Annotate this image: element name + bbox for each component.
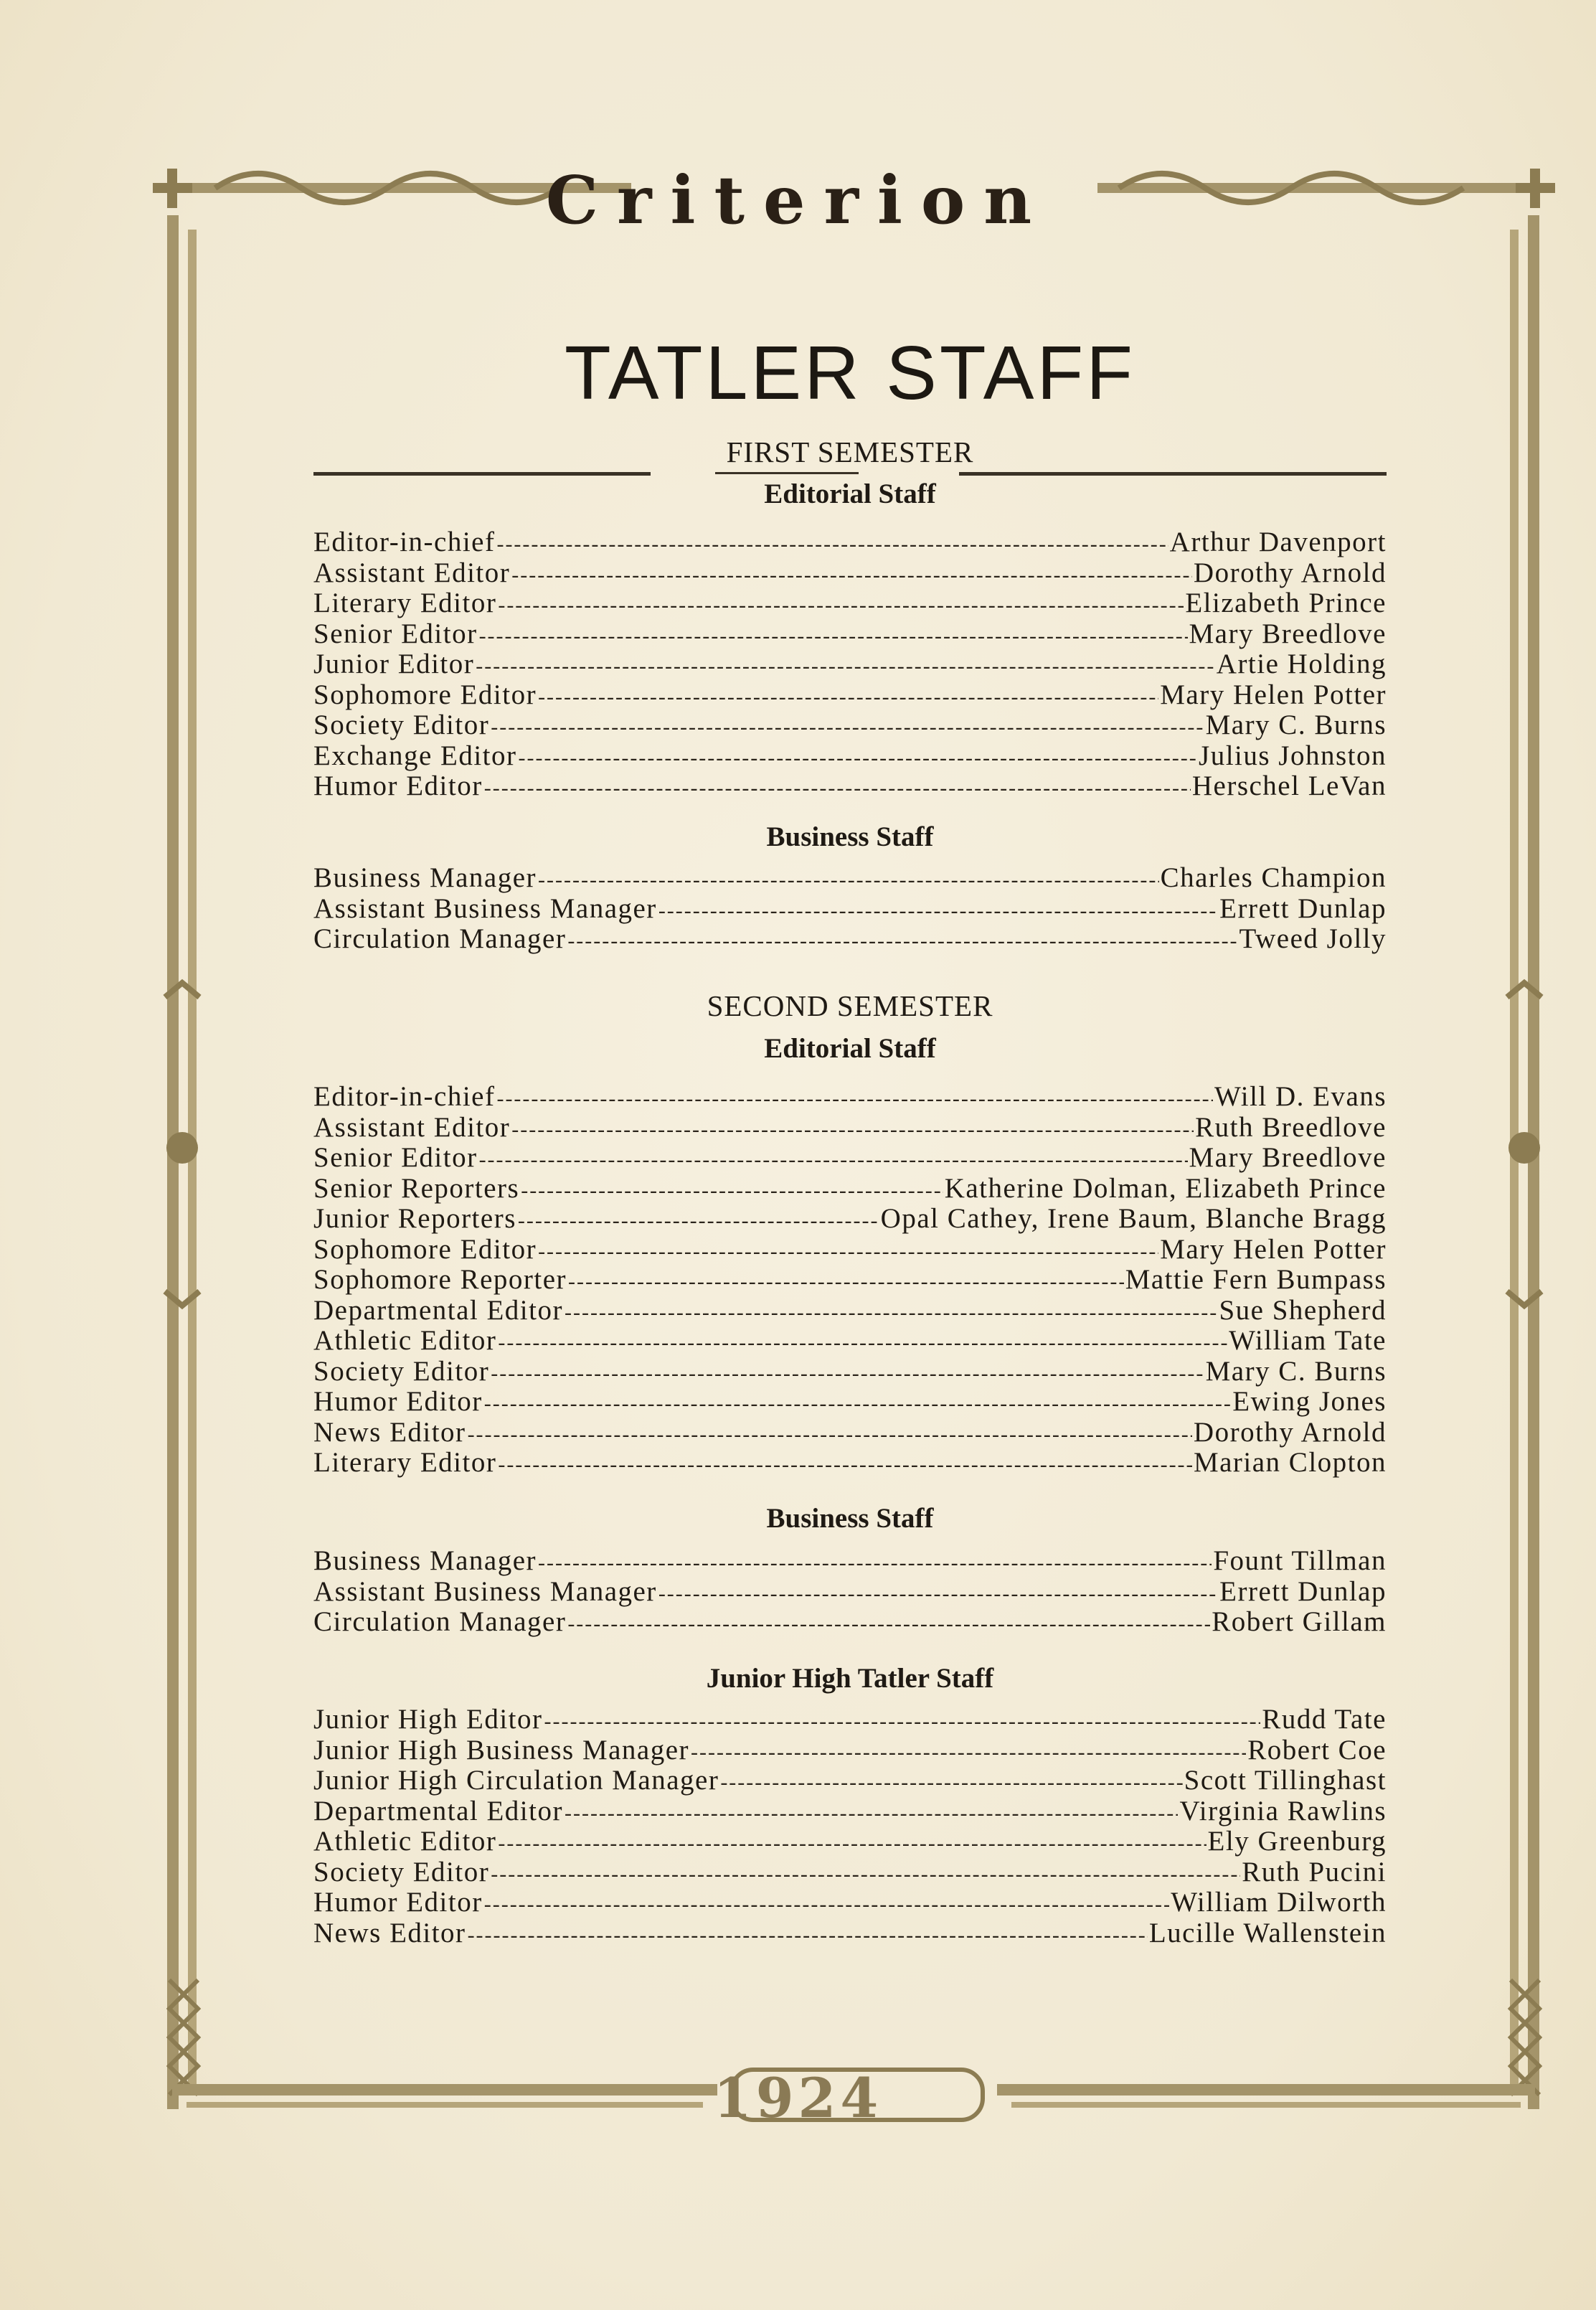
dot-leader: [567, 926, 1237, 957]
second-editorial-list: [313, 1082, 1387, 1479]
staff-name: Mary C. Burns: [1205, 710, 1387, 740]
staff-role: Society Editor: [313, 710, 490, 740]
junior-high-heading: Junior High Tatler Staff: [706, 1663, 994, 1694]
staff-role: Junior Reporters: [313, 1203, 516, 1234]
dot-leader: [498, 590, 1184, 621]
staff-name: Sue Shepherd: [1219, 1294, 1387, 1326]
dot-leader: [511, 1115, 1194, 1146]
staff-row: [313, 1174, 1387, 1204]
divider-rule: [313, 471, 1387, 476]
staff-role: Athletic Editor: [313, 1325, 497, 1356]
staff-role: Business Manager: [313, 862, 537, 893]
staff-name: Mary Helen Potter: [1160, 1233, 1387, 1265]
staff-name: Fount Tillman: [1213, 1545, 1387, 1576]
staff-row: [313, 1082, 1387, 1113]
staff-name: Lucille Wallenstein: [1148, 1917, 1387, 1948]
staff-role: Athletic Editor: [313, 1826, 497, 1857]
staff-row: [313, 1546, 1387, 1577]
staff-role: Assistant Business Manager: [313, 892, 657, 924]
staff-role: Circulation Manager: [313, 1606, 567, 1637]
staff-name: Marian Clopton: [1193, 1447, 1387, 1478]
staff-row: [313, 894, 1387, 925]
junior-high-list: [313, 1705, 1387, 1948]
second-business-heading: Business Staff: [766, 1503, 934, 1534]
dot-leader: [658, 1579, 1218, 1610]
staff-name: Herschel LeVan: [1191, 770, 1387, 801]
staff-role: Senior Reporters: [313, 1172, 520, 1204]
staff-row: [313, 1113, 1387, 1144]
dot-leader: [484, 773, 1191, 804]
staff-row: [313, 1826, 1387, 1857]
staff-role: Junior Editor: [313, 649, 475, 679]
dot-leader: [491, 1359, 1204, 1390]
staff-row: [313, 1418, 1387, 1448]
staff-row: [313, 1766, 1387, 1796]
staff-role: Editor-in-chief: [313, 527, 496, 557]
staff-role: Departmental Editor: [313, 1795, 563, 1826]
staff-row: [313, 1235, 1387, 1265]
staff-name: Robert Gillam: [1212, 1606, 1387, 1637]
staff-role: Junior High Business Manager: [313, 1734, 690, 1766]
staff-row: [313, 1796, 1387, 1827]
dot-leader: [538, 865, 1159, 896]
staff-name: Mattie Fern Bumpass: [1125, 1264, 1387, 1295]
staff-name: Katherine Dolman, Elizabeth Prince: [944, 1172, 1387, 1204]
staff-row: [313, 527, 1387, 558]
staff-row: [313, 771, 1387, 802]
second-editorial-heading: Editorial Staff: [764, 1033, 936, 1064]
dot-leader: [538, 682, 1158, 713]
staff-name: Dorothy Arnold: [1193, 557, 1387, 588]
staff-role: Sophomore Editor: [313, 1233, 537, 1265]
staff-role: Humor Editor: [313, 1386, 483, 1417]
staff-role: Assistant Editor: [313, 1111, 511, 1143]
staff-row: [313, 680, 1387, 711]
dot-leader: [568, 1267, 1124, 1298]
staff-role: Humor Editor: [313, 1887, 483, 1918]
dot-leader: [479, 1145, 1188, 1176]
staff-name: Errett Dunlap: [1219, 1575, 1387, 1607]
second-business-list: [313, 1546, 1387, 1638]
staff-role: Editor-in-chief: [313, 1081, 496, 1112]
first-editorial-list: [313, 527, 1387, 802]
dot-leader: [468, 1420, 1192, 1451]
staff-name: Errett Dunlap: [1219, 892, 1387, 924]
staff-row: [313, 1607, 1387, 1638]
dot-leader: [496, 1084, 1213, 1115]
dot-leader: [565, 1298, 1217, 1329]
staff-name: Ruth Breedlove: [1195, 1111, 1387, 1143]
page-title: TATLER STAFF: [565, 331, 1135, 415]
dot-leader: [518, 1206, 879, 1237]
dot-leader: [484, 1890, 1169, 1920]
staff-row: [313, 558, 1387, 589]
dot-leader: [691, 1738, 1246, 1768]
staff-role: Exchange Editor: [313, 740, 517, 771]
staff-row: [313, 1705, 1387, 1735]
dot-leader: [468, 1920, 1148, 1951]
staff-role: Junior High Editor: [313, 1704, 543, 1735]
staff-row: [313, 1143, 1387, 1174]
first-semester-heading: FIRST SEMESTER: [726, 435, 974, 468]
staff-row: [313, 1265, 1387, 1296]
staff-row: [313, 1296, 1387, 1326]
staff-name: William Dilworth: [1171, 1887, 1387, 1918]
staff-name: Virginia Rawlins: [1179, 1795, 1387, 1826]
dot-leader: [484, 1389, 1232, 1420]
staff-row: [313, 1887, 1387, 1918]
dot-leader: [498, 1450, 1192, 1481]
staff-name: Charles Champion: [1160, 862, 1387, 893]
staff-name: Elizabeth Prince: [1185, 588, 1387, 618]
dot-leader: [538, 1548, 1212, 1579]
staff-row: [313, 1577, 1387, 1608]
dot-leader: [476, 651, 1215, 682]
dot-leader: [479, 621, 1188, 652]
dot-leader: [565, 1798, 1179, 1829]
dot-leader: [720, 1768, 1182, 1798]
staff-role: Society Editor: [313, 1355, 490, 1387]
staff-name: William Tate: [1229, 1325, 1387, 1356]
second-semester-heading: SECOND SEMESTER: [707, 989, 993, 1022]
staff-name: Ewing Jones: [1232, 1386, 1387, 1417]
staff-name: Mary Breedlove: [1189, 618, 1387, 649]
staff-row: [313, 924, 1387, 955]
staff-name: Ruth Pucini: [1242, 1856, 1387, 1887]
staff-row: [313, 619, 1387, 650]
staff-row: [313, 741, 1387, 772]
staff-role: Literary Editor: [313, 588, 497, 618]
staff-role: Assistant Business Manager: [313, 1575, 657, 1607]
staff-role: Sophomore Editor: [313, 679, 537, 710]
footer-year: 1924: [713, 2066, 883, 2130]
staff-role: Junior High Circulation Manager: [313, 1765, 719, 1796]
staff-name: Julius Johnston: [1199, 740, 1387, 771]
staff-role: Literary Editor: [313, 1447, 497, 1478]
dot-leader: [538, 1237, 1158, 1268]
dot-leader: [544, 1707, 1260, 1738]
dot-leader: [498, 1328, 1227, 1359]
staff-name: Ely Greenburg: [1207, 1826, 1387, 1857]
staff-row: [313, 1204, 1387, 1235]
staff-role: Senior Editor: [313, 1142, 478, 1173]
staff-row: [313, 588, 1387, 619]
first-business-list: [313, 863, 1387, 955]
staff-name: Scott Tillinghast: [1184, 1765, 1387, 1796]
dot-leader: [658, 896, 1218, 927]
staff-role: Society Editor: [313, 1856, 490, 1887]
staff-name: Rudd Tate: [1262, 1704, 1387, 1735]
staff-name: Artie Holding: [1216, 649, 1387, 679]
staff-name: Mary C. Burns: [1205, 1355, 1387, 1387]
dot-leader: [518, 743, 1197, 774]
staff-role: News Editor: [313, 1917, 466, 1948]
staff-name: Tweed Jolly: [1239, 923, 1387, 954]
staff-row: [313, 1387, 1387, 1418]
staff-role: Circulation Manager: [313, 923, 567, 954]
staff-row: [313, 1448, 1387, 1479]
first-editorial-heading: Editorial Staff: [764, 478, 936, 509]
staff-name: Will D. Evans: [1214, 1081, 1387, 1112]
staff-row: [313, 649, 1387, 680]
staff-role: Senior Editor: [313, 618, 478, 649]
staff-role: Humor Editor: [313, 770, 483, 801]
staff-row: [313, 1326, 1387, 1357]
staff-role: Assistant Editor: [313, 557, 511, 588]
staff-row: [313, 710, 1387, 741]
staff-row: [313, 863, 1387, 894]
header-ornament-title: Criterion: [545, 161, 1051, 239]
staff-name: Robert Coe: [1247, 1734, 1387, 1766]
staff-role: Sophomore Reporter: [313, 1264, 567, 1295]
dot-leader: [498, 1829, 1206, 1859]
staff-row: [313, 1357, 1387, 1387]
dot-leader: [491, 1859, 1240, 1890]
first-business-heading: Business Staff: [766, 821, 934, 852]
staff-name: Opal Cathey, Irene Baum, Blanche Bragg: [880, 1203, 1387, 1234]
staff-name: Mary Helen Potter: [1160, 679, 1387, 710]
dot-leader: [567, 1609, 1210, 1640]
staff-row: [313, 1857, 1387, 1888]
staff-role: Departmental Editor: [313, 1294, 563, 1326]
staff-row: [313, 1735, 1387, 1766]
dot-leader: [511, 560, 1192, 591]
dot-leader: [496, 529, 1168, 560]
staff-name: Mary Breedlove: [1189, 1142, 1387, 1173]
dot-leader: [491, 712, 1204, 743]
staff-name: Dorothy Arnold: [1193, 1416, 1387, 1448]
staff-row: [313, 1918, 1387, 1949]
staff-role: News Editor: [313, 1416, 466, 1448]
dot-leader: [521, 1176, 943, 1207]
staff-role: Business Manager: [313, 1545, 537, 1576]
staff-name: Arthur Davenport: [1169, 527, 1387, 557]
